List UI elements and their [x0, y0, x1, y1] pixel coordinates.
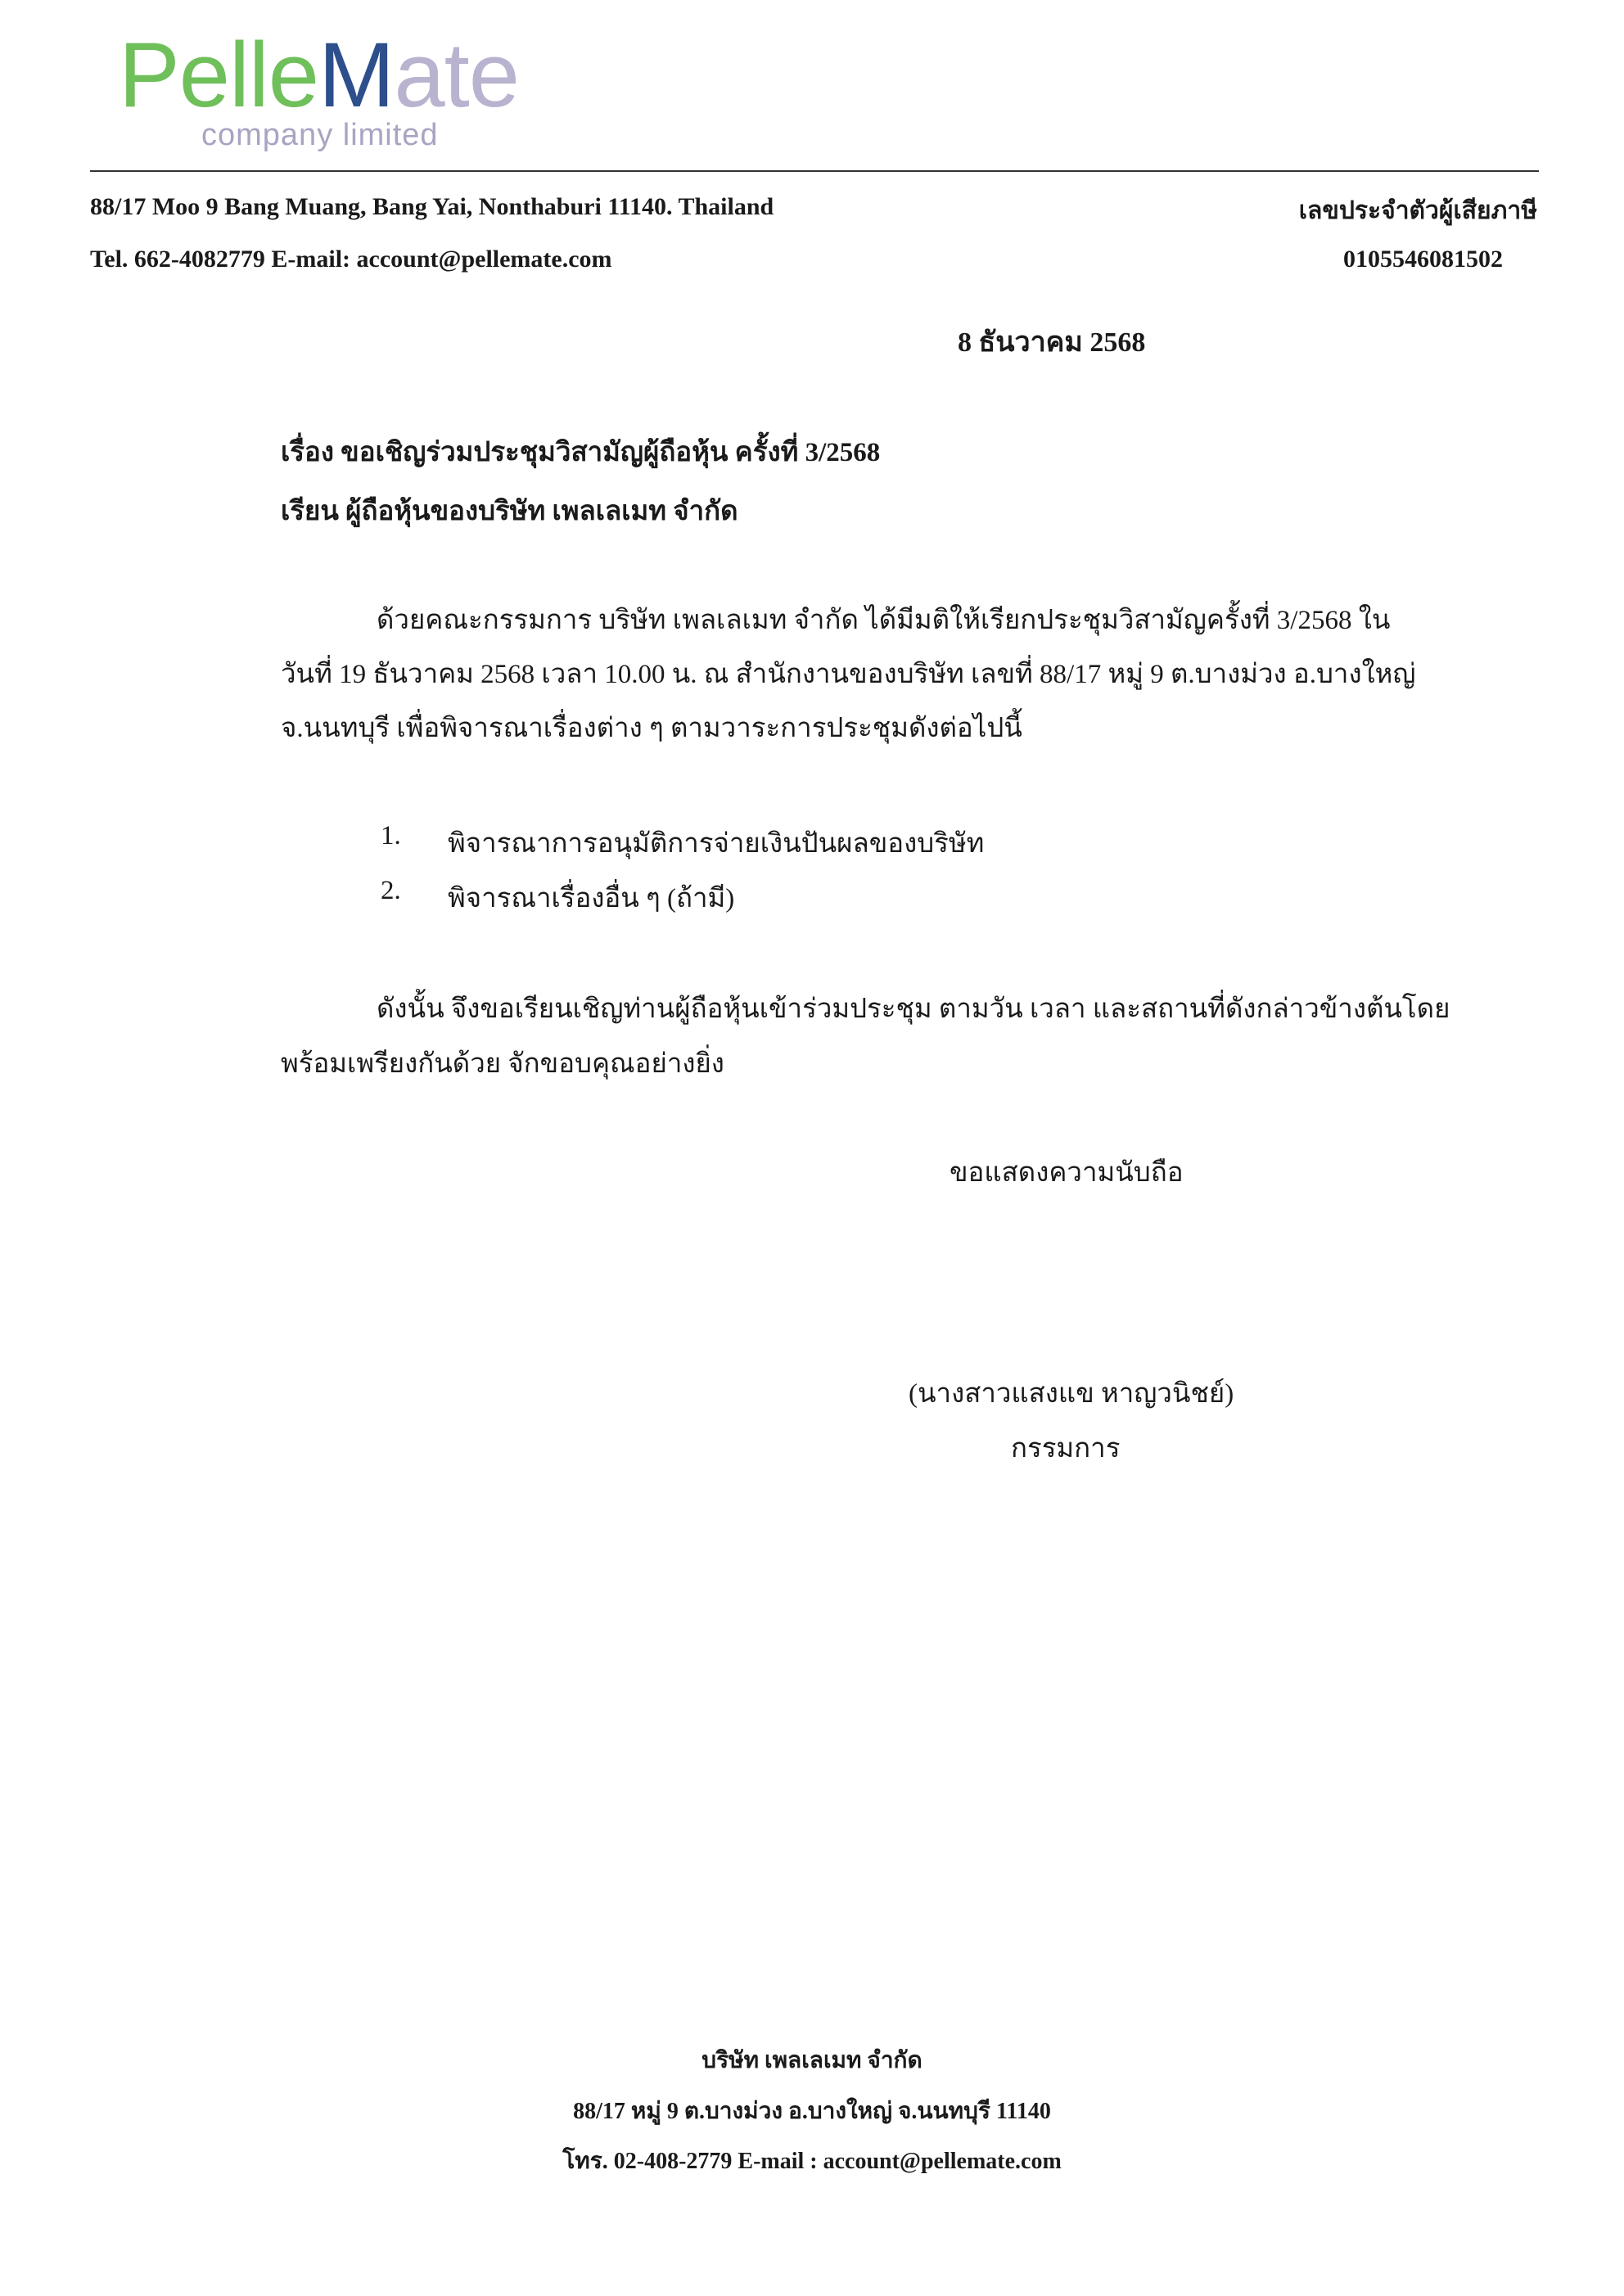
tax-id-label: เลขประจำตัวผู้เสียภาษี	[1298, 197, 1537, 224]
header-divider	[90, 170, 1539, 172]
paragraph-1-line-2: วันที่ 19 ธันวาคม 2568 เวลา 10.00 น. ณ สำนักงานของบริษัท เลขที่ 88/17 หมู่ 9 ต.บางม่วง อ.บางใหญ่	[281, 660, 1416, 689]
letter-date: 8 ธันวาคม 2568	[958, 327, 1146, 358]
header-contact: Tel. 662-4082779 E-mail: account@pellemate.com	[90, 246, 612, 273]
agenda-item-1-number: 1.	[381, 821, 401, 850]
signer-name: (นางสาวแสงแข หาญวนิชย์)	[909, 1379, 1234, 1409]
logo-text-pelle: Pelle	[119, 24, 319, 126]
footer-address: 88/17 หมู่ 9 ต.บางม่วง อ.บางใหญ่ จ.นนทบุรี 11140	[573, 2099, 1051, 2124]
header-address: 88/17 Moo 9 Bang Muang, Bang Yai, Nonthaburi 11140. Thailand	[90, 193, 774, 220]
paragraph-1-line-1: ด้วยคณะกรรมการ บริษัท เพลเลเมท จำกัด ได้มีมติให้เรียกประชุมวิสามัญครั้งที่ 3/2568 ใน	[377, 606, 1391, 635]
company-logo	[119, 26, 519, 124]
letter-subject: เรื่อง ขอเชิญร่วมประชุมวิสามัญผู้ถือหุ้น ครั้งที่ 3/2568	[281, 438, 881, 467]
paragraph-2-line-1: ดังนั้น จึงขอเรียนเชิญท่านผู้ถือหุ้นเข้าร่วมประชุม ตามวัน เวลา และสถานที่ดังกล่าวข้างต้นโดย	[377, 995, 1450, 1024]
agenda-item-2-text: พิจารณาเรื่องอื่น ๆ (ถ้ามี)	[448, 884, 735, 913]
agenda-item-2-number: 2.	[381, 876, 401, 905]
signer-title: กรรมการ	[1011, 1434, 1121, 1464]
paragraph-1-line-3: จ.นนทบุรี เพื่อพิจารณาเรื่องต่าง ๆ ตามวาระการประชุมดังต่อไปนี้	[281, 714, 1022, 743]
logo-subtitle: company limited	[201, 118, 439, 152]
footer-contact: โทร. 02-408-2779 E-mail : account@pellemate.com	[562, 2149, 1062, 2174]
closing-salutation: ขอแสดงความนับถือ	[950, 1158, 1184, 1188]
paragraph-2-line-2: พร้อมเพรียงกันด้วย จักขอบคุณอย่างยิ่ง	[281, 1049, 724, 1079]
footer-company: บริษัท เพลเลเมท จำกัด	[701, 2048, 923, 2073]
tax-id-value: 0105546081502	[1343, 246, 1503, 273]
logo-text-ate: ate	[394, 24, 520, 126]
logo-text-m: M	[318, 24, 395, 126]
letter-recipient: เรียน ผู้ถือหุ้นของบริษัท เพลเลเมท จำกัด	[281, 497, 738, 526]
agenda-item-1-text: พิจารณาการอนุมัติการจ่ายเงินปันผลของบริษัท	[448, 829, 985, 859]
